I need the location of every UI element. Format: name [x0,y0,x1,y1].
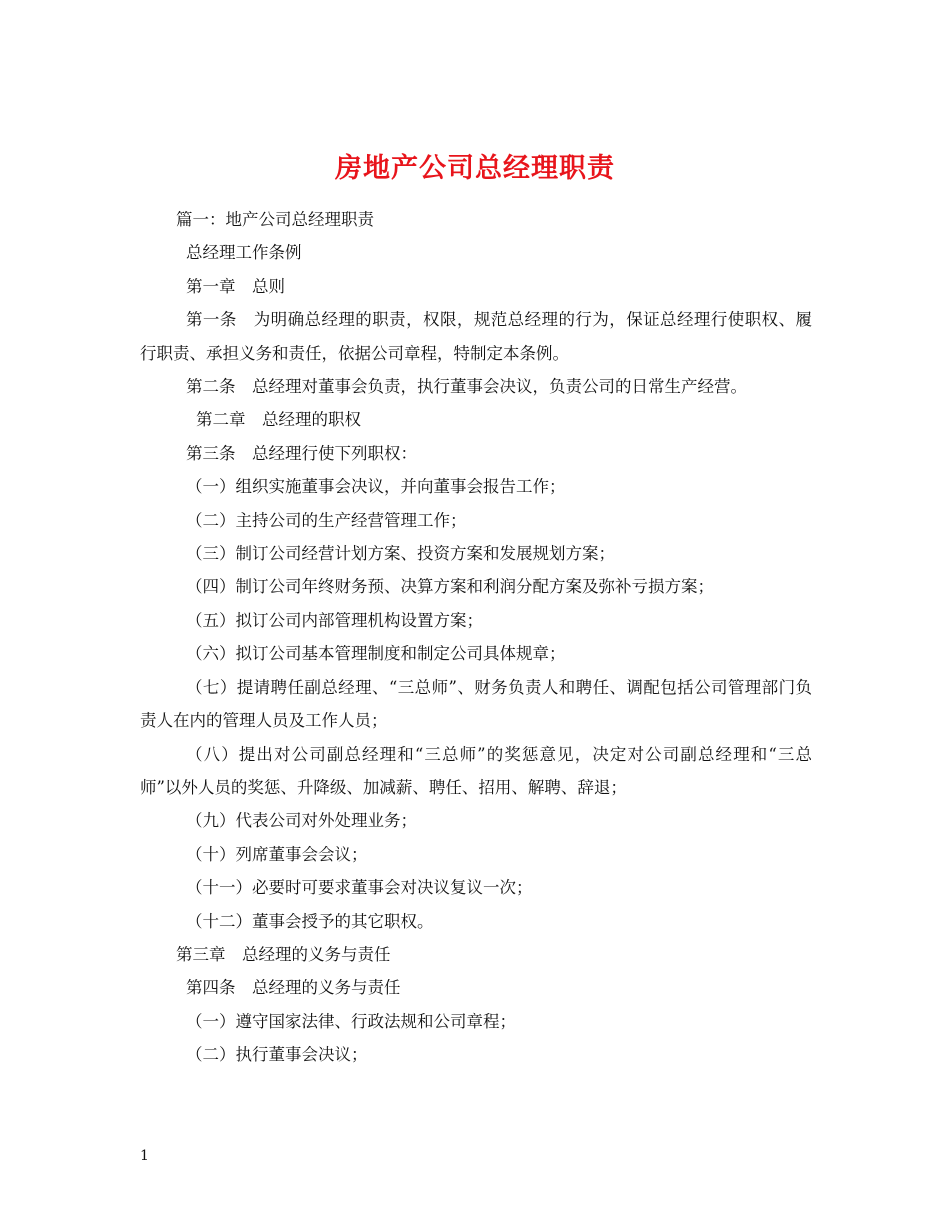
list-item: （一）组织实施董事会决议，并向董事会报告工作； [186,477,566,497]
list-item: （十）列席董事会会议； [186,844,368,864]
article-paragraph: 第三条 总经理行使下列职权： [186,443,417,463]
page-number: 1 [140,1148,149,1164]
list-item: （五）拟订公司内部管理机构设置方案； [186,610,483,630]
page-title: 房地产公司总经理职责 [335,153,615,185]
list-item: （十一）必要时可要求董事会对决议复议一次； [186,878,533,898]
list-item: （八）提出对公司副总经理和“三总师”的奖惩意见，决定对公司副总经理和“三总师”以外人员的奖惩、升降级、加减薪、聘任、招用、解聘、辞退； [140,744,812,797]
list-item: （四）制订公司年终财务预、决算方案和利润分配方案及弥补亏损方案； [186,577,714,597]
article-paragraph: 第四条 总经理的义务与责任 [186,978,401,998]
list-item: （七）提请聘任副总经理、“三总师”、财务负责人和聘任、调配包括公司管理部门负责人在内的管理人员及工作人员； [140,677,812,731]
list-item: （九）代表公司对外处理业务； [186,811,417,831]
regulation-title: 总经理工作条例 [186,243,302,263]
article-paragraph: 第一条 为明确总经理的职责，权限，规范总经理的行为，保证总经理行使职权、履行职责、承担义务和责任，依据公司章程，特制定本条例。 [140,310,812,363]
section-heading: 篇一：地产公司总经理职责 [176,210,374,229]
article-paragraph: 第二条 总经理对董事会负责，执行董事会决议，负责公司的日常生产经营。 [186,377,747,397]
chapter-heading: 第三章 总经理的义务与责任 [176,944,391,964]
list-item: （一）遵守国家法律、行政法规和公司章程； [186,1011,516,1031]
chapter-heading: 第一章 总则 [186,276,285,296]
chapter-heading: 第二章 总经理的职权 [196,410,361,430]
list-item: （十二）董事会授予的其它职权。 [186,911,434,931]
list-item: （二）执行董事会决议； [186,1045,368,1065]
list-item: （二）主持公司的生产经营管理工作； [186,510,467,530]
list-item: （六）拟订公司基本管理制度和制定公司具体规章； [186,644,566,664]
document-body [140,203,812,1072]
list-item: （三）制订公司经营计划方案、投资方案和发展规划方案； [186,544,615,564]
